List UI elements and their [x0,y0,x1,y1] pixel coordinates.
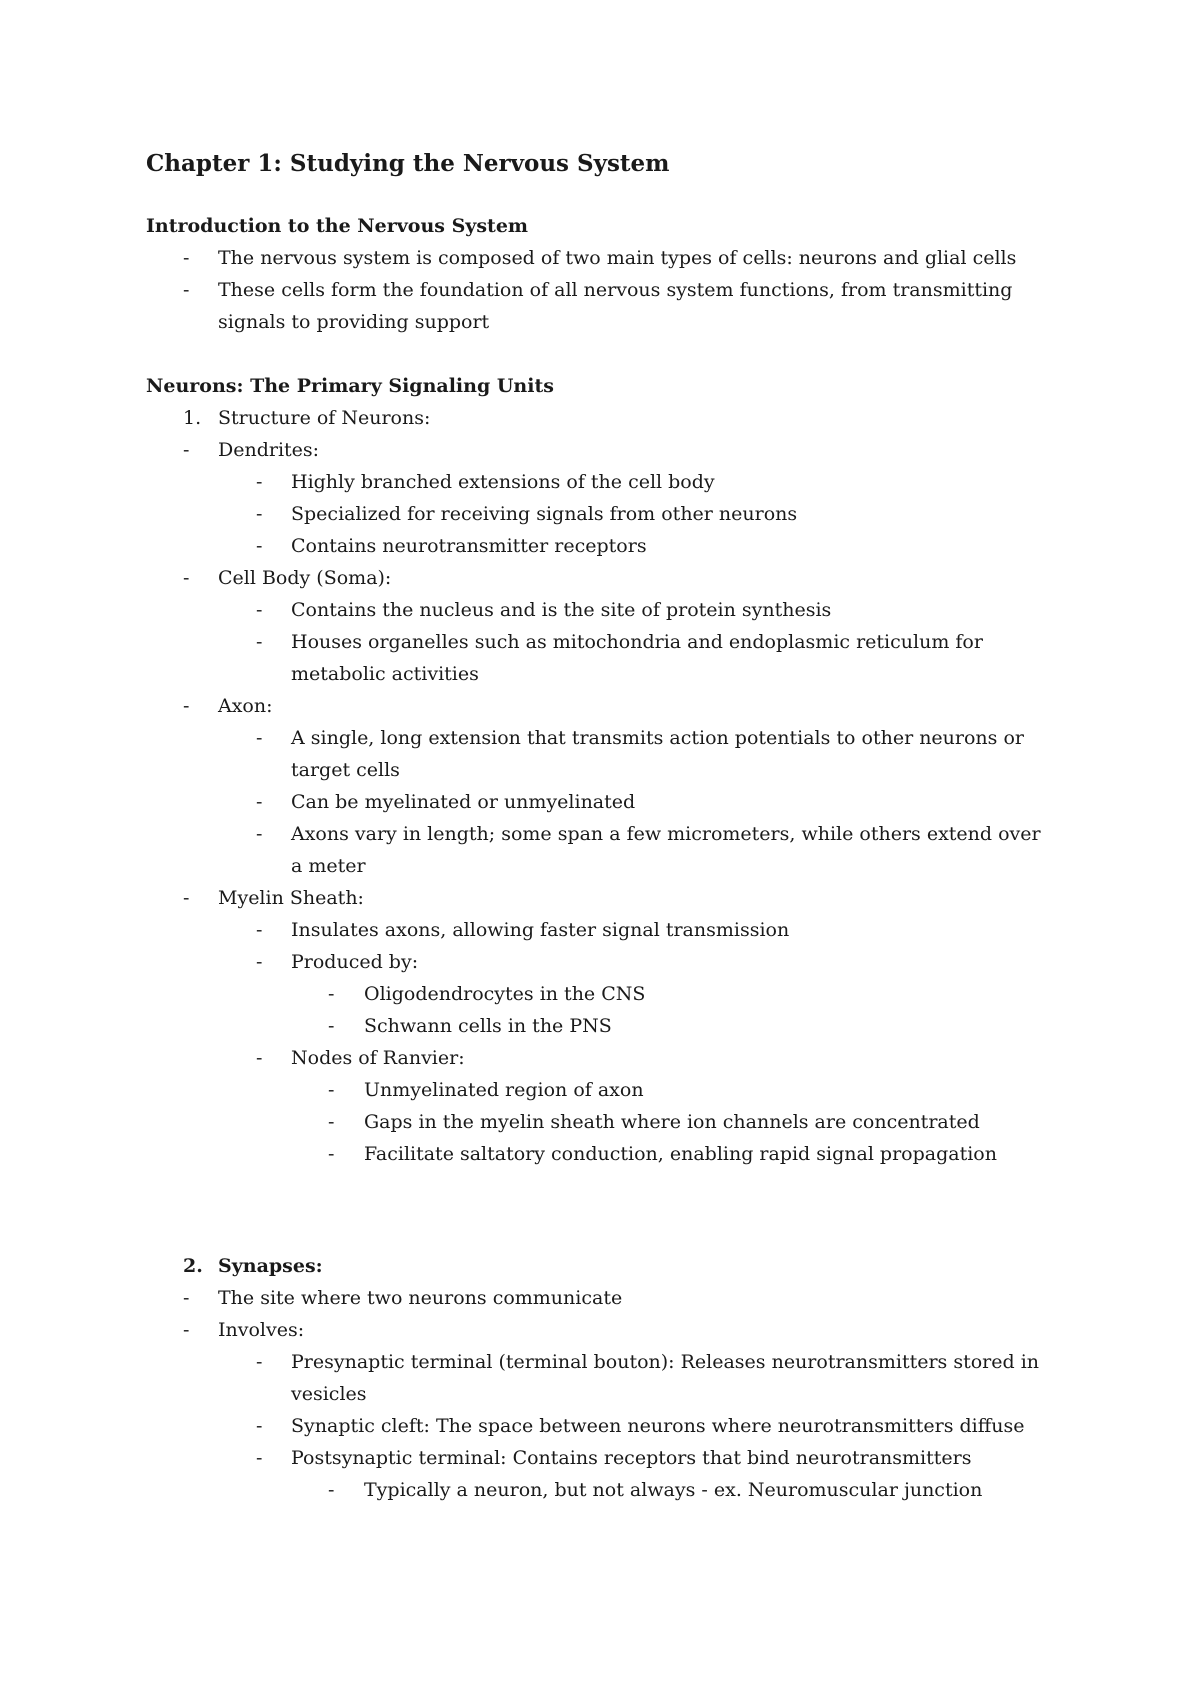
axon-item-3-cont: a meter [291,855,366,877]
bullet-marker: - [183,1319,190,1341]
involves-item-1-cont: vesicles [291,1383,367,1405]
bullet-marker: - [328,1479,335,1501]
bullet-marker: - [256,951,263,973]
nodes-label: Nodes of Ranvier: [291,1047,465,1069]
nodes-item-2: Gaps in the myelin sheath where ion channels are concentrated [364,1111,980,1133]
synapses-item-1: The site where two neurons communicate [218,1287,623,1309]
bullet-marker: - [328,1143,335,1165]
cell-body-item-1: Contains the nucleus and is the site of protein synthesis [291,599,832,621]
bullet-marker: - [256,1047,263,1069]
bullet-marker: - [183,1287,190,1309]
bullet-marker: - [328,1079,335,1101]
intro-item-1: The nervous system is composed of two main types of cells: neurons and glial cells [218,247,1017,269]
bullet-marker: - [256,1351,263,1373]
postsynaptic-sub-item: Typically a neuron, but not always - ex. Neuromuscular junction [364,1479,983,1501]
nodes-item-3: Facilitate saltatory conduction, enabling rapid signal propagation [364,1143,997,1165]
structure-label: Structure of Neurons: [218,407,431,429]
bullet-marker: - [328,1111,335,1133]
bullet-marker: - [256,471,263,493]
axon-item-3: Axons vary in length; some span a few micrometers, while others extend over [291,823,1041,845]
bullet-marker: - [256,727,263,749]
cell-body-item-2: Houses organelles such as mitochondria and endoplasmic reticulum for [291,631,983,653]
bullet-marker: - [183,279,190,301]
dendrites-item-1: Highly branched extensions of the cell body [291,471,715,493]
neurons-heading: Neurons: The Primary Signaling Units [146,375,554,397]
producer-2: Schwann cells in the PNS [364,1015,612,1037]
synapses-label: Synapses: [218,1255,323,1277]
dendrites-item-3: Contains neurotransmitter receptors [291,535,647,557]
dendrites-label: Dendrites: [218,439,320,461]
involves-item-1: Presynaptic terminal (terminal bouton): Releases neurotransmitters stored in [291,1351,1040,1373]
bullet-marker: - [256,919,263,941]
cell-body-item-2-cont: metabolic activities [291,663,479,685]
bullet-marker: - [328,983,335,1005]
list-number: 1. [183,407,202,429]
chapter-title: Chapter 1: Studying the Nervous System [146,150,670,177]
intro-item-2: These cells form the foundation of all nervous system functions, from transmitting [218,279,1013,301]
cell-body-label: Cell Body (Soma): [218,567,392,589]
producer-1: Oligodendrocytes in the CNS [364,983,646,1005]
involves-item-2: Synaptic cleft: The space between neurons where neurotransmitters diffuse [291,1415,1025,1437]
myelin-insulates: Insulates axons, allowing faster signal transmission [291,919,790,941]
list-number: 2. [183,1255,203,1277]
involves-item-3: Postsynaptic terminal: Contains receptors that bind neurotransmitters [291,1447,972,1469]
synapses-item-2: Involves: [218,1319,305,1341]
bullet-marker: - [256,599,263,621]
myelin-label: Myelin Sheath: [218,887,364,909]
axon-item-2: Can be myelinated or unmyelinated [291,791,636,813]
axon-label: Axon: [218,695,273,717]
bullet-marker: - [256,1415,263,1437]
bullet-marker: - [183,247,190,269]
myelin-produced-by: Produced by: [291,951,419,973]
bullet-marker: - [183,439,190,461]
bullet-marker: - [256,503,263,525]
bullet-marker: - [256,1447,263,1469]
bullet-marker: - [183,887,190,909]
bullet-marker: - [328,1015,335,1037]
axon-item-1: A single, long extension that transmits action potentials to other neurons or [291,727,1024,749]
bullet-marker: - [256,823,263,845]
axon-item-1-cont: target cells [291,759,400,781]
bullet-marker: - [256,631,263,653]
intro-heading: Introduction to the Nervous System [146,215,529,237]
bullet-marker: - [256,791,263,813]
bullet-marker: - [183,695,190,717]
dendrites-item-2: Specialized for receiving signals from other neurons [291,503,798,525]
bullet-marker: - [256,535,263,557]
nodes-item-1: Unmyelinated region of axon [364,1079,644,1101]
bullet-marker: - [183,567,190,589]
intro-item-2-cont: signals to providing support [218,311,490,333]
